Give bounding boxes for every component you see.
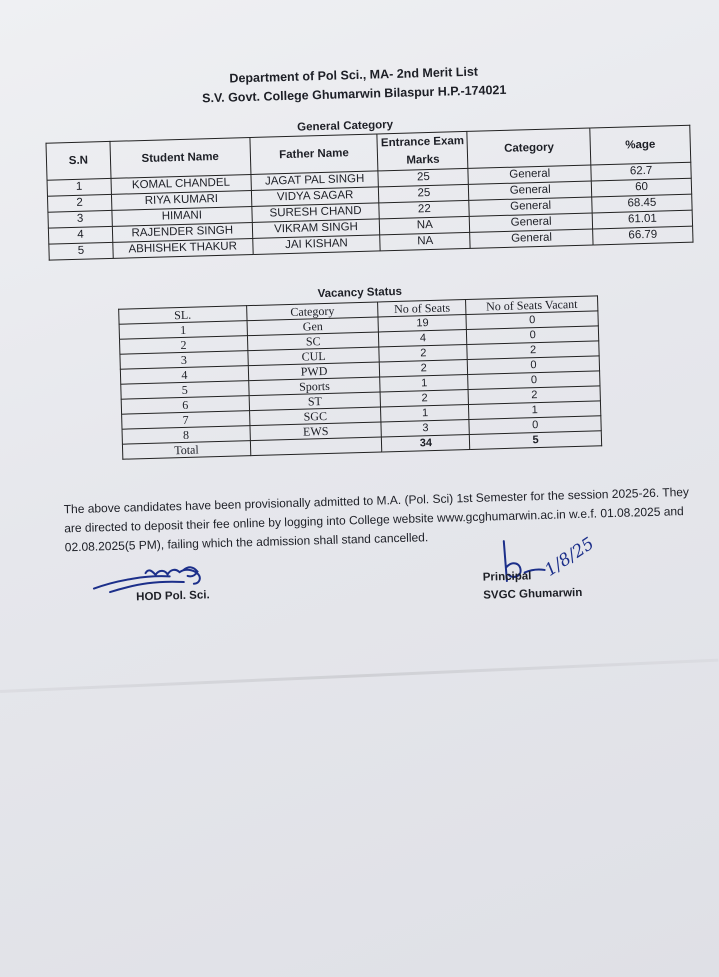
cell-vacancy-category: EWS xyxy=(250,422,382,441)
cell-student-name: RAJENDER SINGH xyxy=(112,222,252,242)
cell-father-name: SURESH CHAND xyxy=(252,203,380,223)
cell-marks: NA xyxy=(380,216,470,235)
header-sl: SL. xyxy=(119,306,247,325)
cell-percentage: 61.01 xyxy=(592,210,692,229)
cell-student-name: KOMAL CHANDEL xyxy=(111,175,251,195)
header-seats-vacant: No of Seats Vacant xyxy=(466,296,598,315)
principal-org: SVGC Ghumarwin xyxy=(483,586,583,602)
cell-vacant: 0 xyxy=(467,356,599,375)
cell-sl: 4 xyxy=(120,366,248,385)
cell-vacancy-category: ST xyxy=(249,392,381,411)
cell-vacant: 0 xyxy=(467,326,599,345)
cell-seats: 4 xyxy=(379,330,467,347)
cell-father-name: VIDYA SAGAR xyxy=(251,187,379,207)
cell-percentage: 60 xyxy=(591,178,691,197)
cell-vacant: 0 xyxy=(469,416,601,435)
general-table-caption: General Category xyxy=(297,119,394,134)
cell-category: General xyxy=(470,229,593,248)
heading-college: S.V. Govt. College Ghumarwin Bilaspur H.P.-174021 xyxy=(201,82,507,106)
cell-marks: 25 xyxy=(379,184,469,203)
cell-vacancy-category: PWD xyxy=(248,362,380,381)
header-vacancy-category: Category xyxy=(246,302,378,321)
header-entrance-marks: Entrance Exam Marks xyxy=(377,131,468,170)
cell-father-name: JAGAT PAL SINGH xyxy=(251,171,379,191)
cell-student-name: HIMANI xyxy=(112,206,252,226)
cell-category: General xyxy=(469,181,592,200)
cell-sl: 3 xyxy=(120,351,248,370)
cell-marks: 25 xyxy=(378,168,468,187)
cell-percentage: 62.7 xyxy=(591,162,691,181)
cell-vacant: 1 xyxy=(469,401,601,420)
cell-total-seats: 34 xyxy=(382,434,470,451)
header-no-of-seats: No of Seats xyxy=(378,300,466,317)
cell-vacancy-category: SC xyxy=(247,332,379,351)
cell-student-name: RIYA KUMARI xyxy=(111,190,251,210)
header-father-name: Father Name xyxy=(250,134,379,175)
cell-total-empty xyxy=(250,437,382,456)
cell-sl: 5 xyxy=(121,381,249,400)
header-student-name: Student Name xyxy=(110,138,251,179)
header-sn: S.N xyxy=(46,141,111,180)
cell-total-vacant: 5 xyxy=(470,431,602,450)
cell-sl: 7 xyxy=(122,411,250,430)
cell-student-name: ABHISHEK THAKUR xyxy=(113,238,253,258)
cell-father-name: JAI KISHAN xyxy=(252,235,380,255)
cell-category: General xyxy=(468,165,591,184)
document-heading xyxy=(144,60,565,110)
principal-label: Principal xyxy=(482,570,532,584)
cell-sn: 5 xyxy=(49,242,113,260)
cell-vacancy-category: Sports xyxy=(248,377,380,396)
cell-sl: 1 xyxy=(119,321,247,340)
cell-sn: 3 xyxy=(48,210,112,228)
hod-label: HOD Pol. Sci. xyxy=(136,589,210,604)
general-category-table xyxy=(45,125,693,261)
cell-sl: 8 xyxy=(122,426,250,445)
cell-total-label: Total xyxy=(122,441,250,460)
vacancy-status-table xyxy=(118,295,602,459)
cell-father-name: VIKRAM SINGH xyxy=(252,219,380,239)
vacancy-table-caption: Vacancy Status xyxy=(317,285,403,301)
cell-percentage: 66.79 xyxy=(593,226,693,245)
cell-sl: 6 xyxy=(121,396,249,415)
cell-seats: 1 xyxy=(380,375,468,392)
header-category: Category xyxy=(467,128,591,168)
cell-seats: 2 xyxy=(380,360,468,377)
cell-marks: NA xyxy=(380,232,470,251)
cell-sn: 2 xyxy=(47,194,111,212)
cell-sn: 4 xyxy=(48,226,112,244)
heading-department: Department of Pol Sci., MA- 2nd Merit List xyxy=(229,64,479,86)
cell-category: General xyxy=(470,213,593,232)
cell-category: General xyxy=(469,197,592,216)
cell-vacancy-category: SGC xyxy=(249,407,381,426)
cell-seats: 2 xyxy=(381,390,469,407)
cell-vacant: 0 xyxy=(466,311,598,330)
cell-seats: 3 xyxy=(381,419,469,436)
header-percentage: %age xyxy=(590,125,691,165)
cell-percentage: 68.45 xyxy=(592,194,692,213)
cell-seats: 19 xyxy=(378,315,466,332)
cell-seats: 1 xyxy=(381,405,469,422)
handwritten-date: 1/8/25 xyxy=(541,533,598,581)
cell-vacancy-category: Gen xyxy=(247,317,379,336)
cell-marks: 22 xyxy=(379,200,469,219)
cell-sl: 2 xyxy=(120,336,248,355)
cell-sn: 1 xyxy=(47,178,111,196)
cell-vacant: 2 xyxy=(468,386,600,405)
cell-seats: 2 xyxy=(379,345,467,362)
admission-notice: The above candidates have been provisionally admitted to M.A. (Pol. Sci) 1st Semester for the session 2025-26. They are directed to deposit their fee online by logging into College website www.gcghumarwin.ac.in w.e.f. 01.08.2025 and 02.08.2025(5 PM), failing which the admission shall stand cancelled. xyxy=(63,484,690,555)
cell-vacancy-category: CUL xyxy=(248,347,380,366)
cell-vacant: 2 xyxy=(467,341,599,360)
cell-vacant: 0 xyxy=(468,371,600,390)
